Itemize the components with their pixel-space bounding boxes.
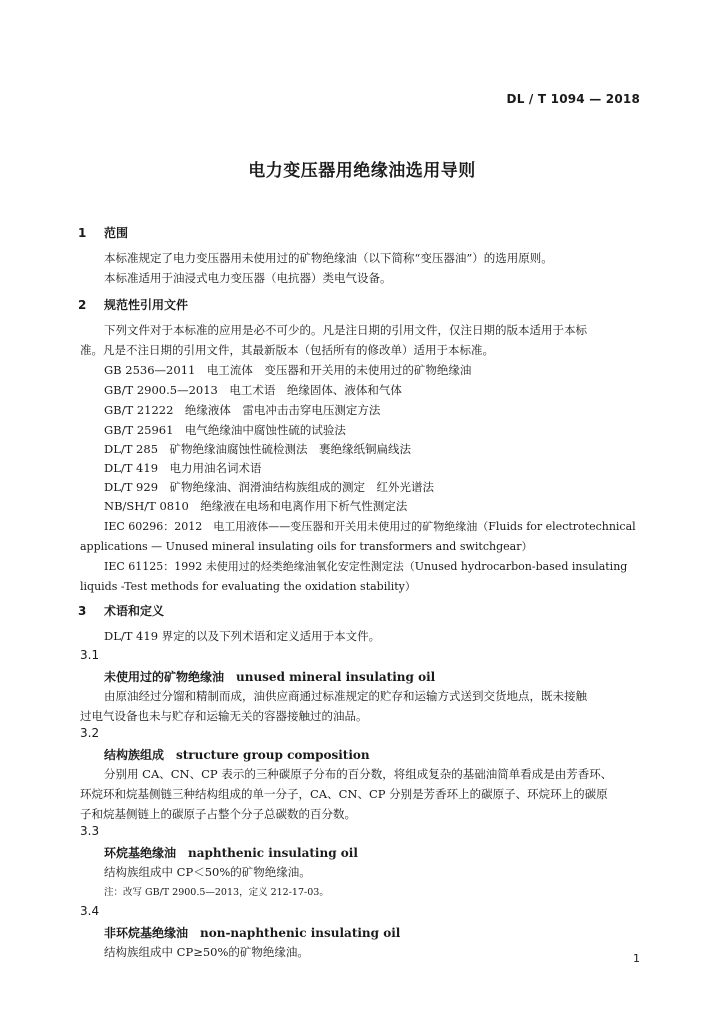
term-heading: 结构族组成 structure group composition [104,748,370,762]
term-number: 3.2 [80,726,100,740]
section-title: 规范性引用文件 [104,298,189,312]
terms-intro: DL/T 419 界定的以及下列术语和定义适用于本文件。 [104,629,381,643]
term-number: 3.1 [80,648,100,662]
section-heading-scope [78,224,128,241]
standard-number: DL / T 1094 — 2018 [506,92,640,106]
term-number: 3.4 [80,904,100,918]
term-definition: 子和烷基侧链上的碳原子占整个分子总碳数的百分数。 [80,807,356,821]
scope-paragraph: 本标准规定了电力变压器用未使用过的矿物绝缘油（以下简称“变压器油”）的选用原则。 [104,251,553,265]
term-definition: 分别用 CA、CN、CP 表示的三种碳原子分布的百分数，将组成复杂的基础油简单看成是由芳香环、 [104,767,613,781]
references-intro: 准。凡是不注日期的引用文件，其最新版本（包括所有的修改单）适用于本标准。 [80,343,494,357]
section-number: 1 [78,226,87,240]
reference-item: GB 2536—2011 电工流体 变压器和开关用的未使用过的矿物绝缘油 [104,363,472,377]
term-definition: 环烷环和烷基侧链三种结构组成的单一分子，CA、CN、CP 分别是芳香环上的碳原子、环烷环上的碳原 [80,787,608,801]
term-note: 注：改写 GB/T 2900.5—2013，定义 212-17-03。 [104,887,329,898]
section-heading-normative-references [78,296,188,313]
section-number: 2 [78,298,87,312]
reference-item: GB/T 25961 电气绝缘油中腐蚀性硫的试验法 [104,423,346,437]
references-intro: 下列文件对于本标准的应用是必不可少的。凡是注日期的引用文件，仅注日期的版本适用于本标 [104,323,587,337]
term-number: 3.3 [80,824,100,838]
term-heading: 未使用过的矿物绝缘油 unused mineral insulating oil [104,670,436,684]
reference-item: NB/SH/T 0810 绝缘液在电场和电离作用下析气性测定法 [104,499,408,513]
term-heading: 非环烷基绝缘油 non-naphthenic insulating oil [104,926,401,940]
document-title: 电力变压器用绝缘油选用导则 [248,161,476,181]
section-title: 范围 [104,226,129,240]
term-definition: 过电气设备也未与贮存和运输无关的容器接触过的油品。 [80,709,368,723]
reference-item-iec61125: IEC 61125：1992 未使用过的烃类绝缘油氧化安定性测定法（Unused hydrocarbon-based insulating [104,560,628,573]
page-number: 1 [633,952,640,965]
reference-item: DL/T 419 电力用油名词术语 [104,461,262,475]
reference-item: GB/T 2900.5—2013 电工术语 绝缘固体、液体和气体 [104,383,402,397]
reference-item-iec61125: liquids -Test methods for evaluating the oxidation stability） [80,580,416,593]
term-heading: 环烷基绝缘油 naphthenic insulating oil [104,846,358,860]
scope-paragraph: 本标准适用于油浸式电力变压器（电抗器）类电气设备。 [104,271,392,285]
reference-item-iec60296: IEC 60296：2012 电工用液体——变压器和开关用未使用过的矿物绝缘油（Fluids for electrotechnical [104,520,636,533]
reference-item: DL/T 285 矿物绝缘油腐蚀性硫检测法 裹绝缘纸铜扁线法 [104,442,412,456]
section-heading-terms [78,602,164,619]
term-definition: 结构族组成中 CP≥50%的矿物绝缘油。 [104,945,309,959]
reference-item-iec60296: applications — Unused mineral insulating oils for transformers and switchgear） [80,540,533,553]
section-title: 术语和定义 [104,604,165,618]
term-definition: 结构族组成中 CP＜50%的矿物绝缘油。 [104,865,311,879]
section-number: 3 [78,604,87,618]
reference-item: GB/T 21222 绝缘液体 雷电冲击击穿电压测定方法 [104,403,381,417]
term-definition: 由原油经过分馏和精制而成，油供应商通过标准规定的贮存和运输方式送到交货地点，既未接触 [104,689,587,703]
reference-item: DL/T 929 矿物绝缘油、润滑油结构族组成的测定 红外光谱法 [104,480,435,494]
